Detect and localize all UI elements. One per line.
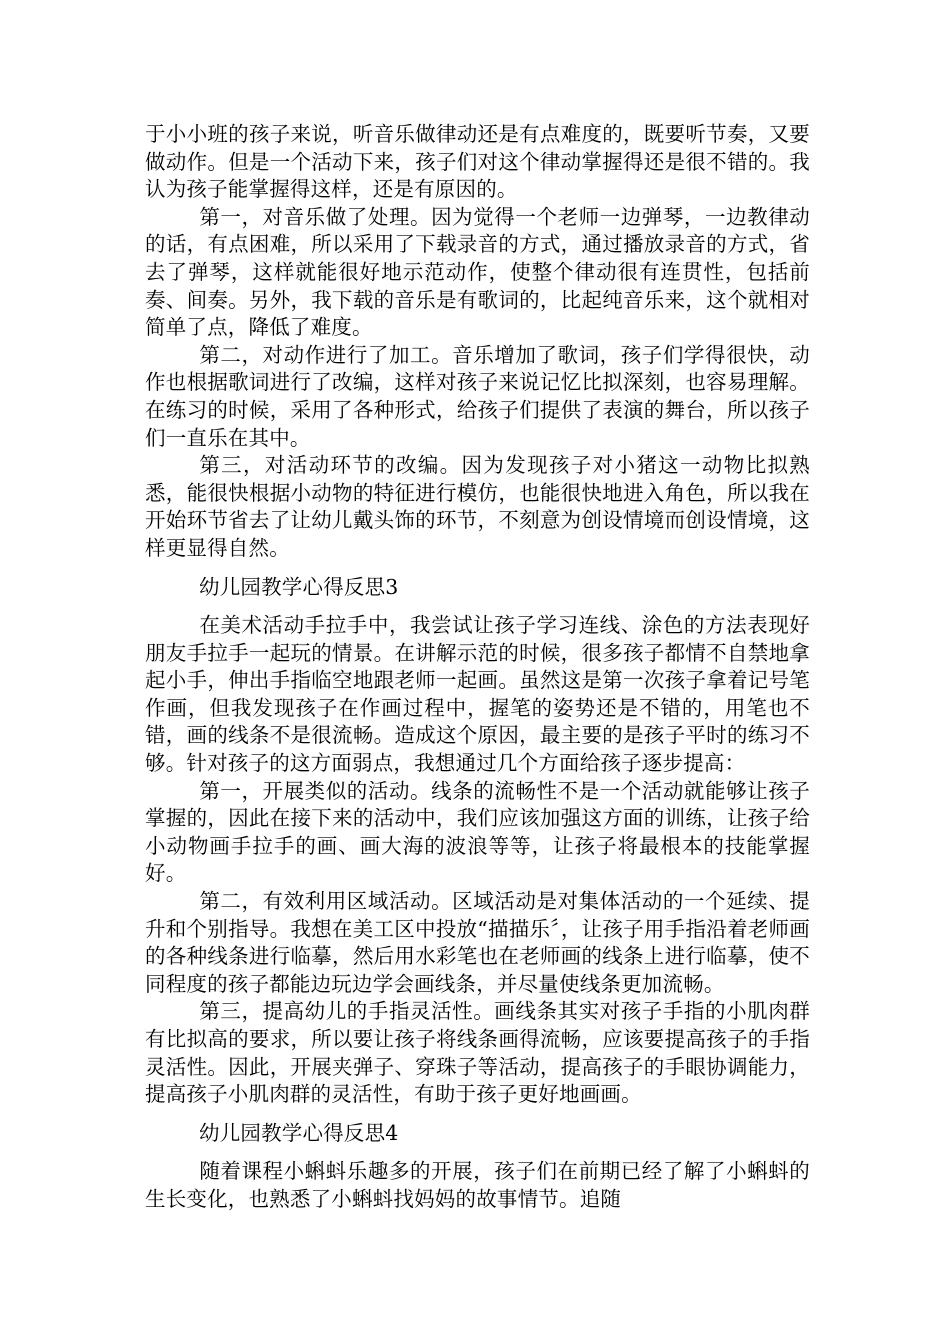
paragraph-music-processing: 第一，对音乐做了处理。因为觉得一个老师一边弹琴，一边教律动的话，有点困难，所以采用了下载录音的方式，通过播放录音的方式，省去了弹琴，这样就能很好地示范动作，使整个律动很有连贯性，包括前奏、间奏。另外，我下载的音乐是有歌词的，比起纯音乐来，这个就相对简单了点，降低了难度。 — [145, 204, 810, 340]
section-heading-reflection-3: 幼儿园教学心得反思3 — [199, 574, 399, 599]
paragraph-art-activity: 在美术活动手拉手中，我尝试让孩子学习连线、涂色的方法表现好朋友手拉手一起玩的情景。在讲解示范的时候，很多孩子都情不自禁地拿起小手，伸出手指临空地跟老师一起画。虽然这是第一次孩子拿着记号笔作画，但我发现孩子在作画过程中，握笔的姿势还是不错的，用笔也不错，画的线条不是很流畅。造成这个原因，最主要的是孩子平时的练习不够。针对孩子的这方面弱点，我想通过几个方面给孩子逐步提高： — [145, 613, 810, 776]
section-heading-reflection-4: 幼儿园教学心得反思4 — [199, 1120, 399, 1145]
paragraph-continuation: 于小小班的孩子来说，听音乐做律动还是有点难度的，既要听节奏，又要做动作。但是一个活动下来，孩子们对这个律动掌握得还是很不错的。我认为孩子能掌握得这样，还是有原因的。 — [145, 122, 810, 202]
document-body — [145, 121, 810, 1214]
paragraph-movement-adaptation: 第二，对动作进行了加工。音乐增加了歌词，孩子们学得很快，动作也根据歌词进行了改编，这样对孩子来说记忆比拟深刻，也容易理解。在练习的时候，采用了各种形式，给孩子们提供了表演的舞台，所以孩子们一直乐在其中。 — [145, 342, 810, 450]
paragraph-similar-activities: 第一，开展类似的活动。线条的流畅性不是一个活动就能够让孩子掌握的，因此在接下来的活动中，我们应该加强这方面的训练，让孩子给小动物画手拉手的画、画大海的波浪等等，让孩子将最根本的技能掌握好。 — [145, 778, 810, 886]
paragraph-finger-dexterity: 第三，提高幼儿的手指灵活性。画线条其实对孩子手指的小肌肉群有比拟高的要求，所以要让孩子将线条画得流畅，应该要提高孩子的手指灵活性。因此，开展夹弹子、穿珠子等活动，提高孩子的手眼协调能力，提高孩子小肌肉群的灵活性，有助于孩子更好地画画。 — [145, 999, 810, 1107]
paragraph-tadpole-course: 随着课程小蝌蚪乐趣多的开展，孩子们在前期已经了解了小蝌蚪的生长变化，也熟悉了小蝌蚪找妈妈的故事情节。追随 — [145, 1159, 810, 1211]
paragraph-area-activities: 第二，有效利用区域活动。区域活动是对集体活动的一个延续、提升和个别指导。我想在美工区中投放“描描乐〞，让孩子用手指沿着老师画的各种线条进行临摹，然后用水彩笔也在老师画的线条上进行临摹，使不同程度的孩子都能边玩边学会画线条，并尽量使线条更加流畅。 — [145, 889, 810, 996]
paragraph-activity-revision: 第三，对活动环节的改编。因为发现孩子对小猪这一动物比拟熟悉，能很快根据小动物的特征进行模仿，也能很快地进入角色，所以我在开始环节省去了让幼儿戴头饰的环节，不刻意为创设情境而创设情境，这样更显得自然。 — [145, 453, 810, 560]
